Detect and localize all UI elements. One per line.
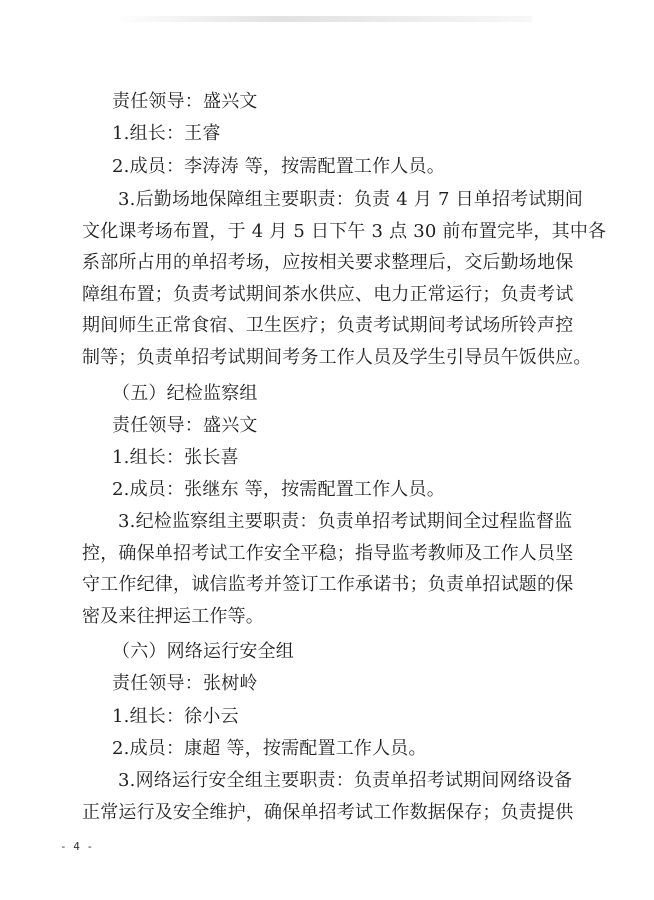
paragraph-line: 3.纪检监察组主要职责：负责单招考试期间全过程监督监 xyxy=(118,511,573,532)
paragraph-line: 密及来往押运工作等。 xyxy=(82,605,264,627)
paragraph-line: 控，确保单招考试工作安全平稳；指导监考教师及工作人员坚 xyxy=(82,542,574,564)
paragraph-line: 守工作纪律，诚信监考并签订工作承诺书；负责单招试题的保 xyxy=(82,574,574,595)
responsible-leader-line: 责任领导：盛兴文 xyxy=(112,91,258,112)
responsible-leader-line: 责任领导：盛兴文 xyxy=(112,415,258,436)
paragraph-line: 3.后勤场地保障组主要职责：负责 4 月 7 日单招考试期间 xyxy=(118,189,583,210)
members-line: 2.成员：张继东 等，按需配置工作人员。 xyxy=(112,479,445,500)
group-leader-line: 1.组长：王睿 xyxy=(112,123,221,144)
paragraph-line: 3.网络运行安全组主要职责：负责单招考试期间网络设备 xyxy=(118,770,573,791)
paragraph-line: 障组布置；负责考试期间茶水供应、电力正常运行；负责考试 xyxy=(82,283,574,305)
paragraph-line: 正常运行及安全维护，确保单招考试工作数据保存；负责提供 xyxy=(82,801,574,823)
network-duties-paragraph xyxy=(82,765,574,828)
paragraph-line: 期间师生正常食宿、卫生医疗；负责考试期间考试场所铃声控 xyxy=(82,315,574,336)
group-leader-line: 1.组长：徐小云 xyxy=(112,706,239,727)
page-number: - 4 - xyxy=(60,840,94,853)
logistics-duties-paragraph xyxy=(82,184,607,373)
paragraph-line: 制等；负责单招考试期间考务工作人员及学生引导员午饭供应。 xyxy=(82,346,592,368)
paragraph-line: 文化课考场布置，于 4 月 5 日下午 3 点 30 前布置完毕，其中各 xyxy=(82,220,607,242)
scan-artifact xyxy=(112,16,532,22)
section-heading-discipline: （五）纪检监察组 xyxy=(112,383,258,404)
group-leader-line: 1.组长：张长喜 xyxy=(112,447,239,468)
paragraph-line: 系部所占用的单招考场，应按相关要求整理后，交后勤场地保 xyxy=(82,252,574,273)
members-line: 2.成员：康超 等，按需配置工作人员。 xyxy=(112,738,427,759)
section-heading-network: （六）网络运行安全组 xyxy=(112,641,294,662)
discipline-duties-paragraph xyxy=(82,506,574,632)
members-line: 2.成员：李涛涛 等，按需配置工作人员。 xyxy=(112,156,445,177)
responsible-leader-line: 责任领导：张树岭 xyxy=(112,673,258,694)
